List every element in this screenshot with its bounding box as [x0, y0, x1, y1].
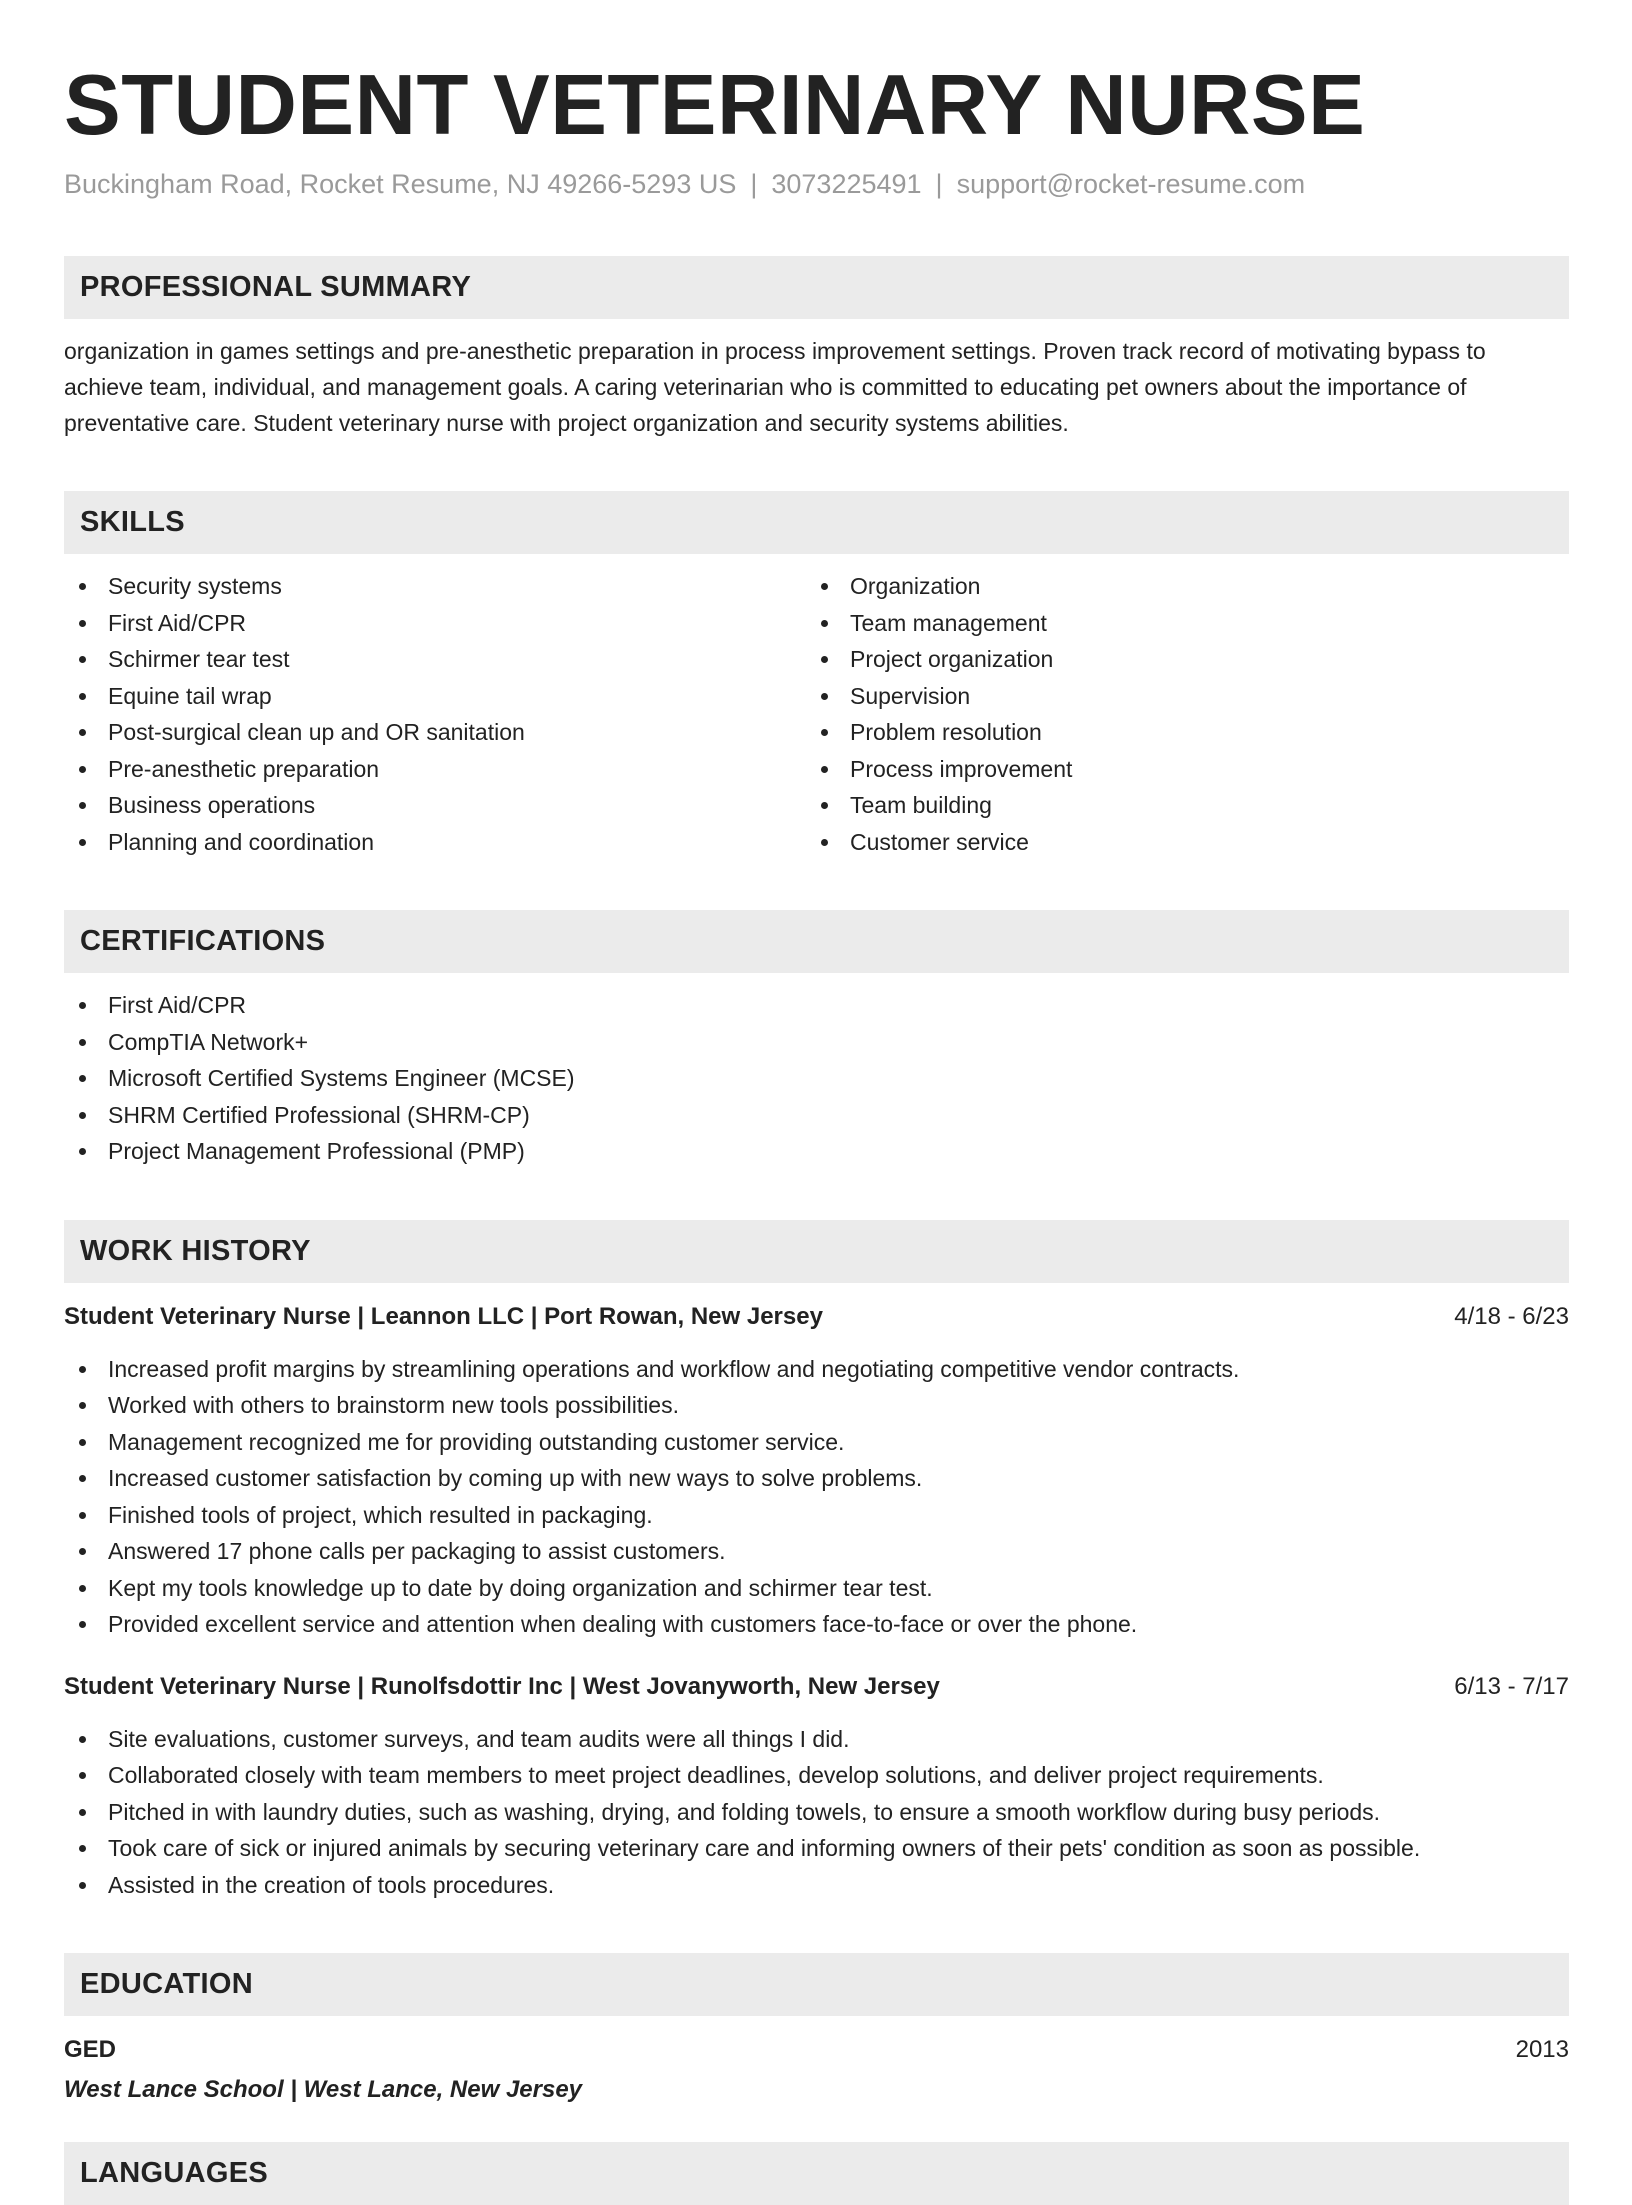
skill-item: Planning and coordination [64, 824, 806, 861]
skill-item: Project organization [806, 641, 1548, 678]
contact-email: support@rocket-resume.com [956, 169, 1306, 199]
skill-item: Schirmer tear test [64, 641, 806, 678]
job-entry [64, 1299, 1569, 1643]
job-bullet: Finished tools of project, which resulted in packaging. [64, 1497, 1569, 1534]
certifications-section [64, 910, 1569, 1170]
certification-item: Microsoft Certified Systems Engineer (MCSE) [64, 1060, 1569, 1097]
certifications-list [64, 987, 1569, 1170]
education-year: 2013 [1515, 2036, 1569, 2063]
education-section [64, 1953, 1569, 2108]
education-school: West Lance School | West Lance, New Jersey [64, 2076, 583, 2103]
job-dates: 6/13 - 7/17 [1454, 1672, 1569, 1700]
job-bullets [64, 1351, 1569, 1643]
skill-item: Organization [806, 568, 1548, 605]
contact-phone: 3073225491 [771, 169, 922, 199]
skill-item: Team building [806, 787, 1548, 824]
certification-item: CompTIA Network+ [64, 1024, 1569, 1061]
skill-item: Equine tail wrap [64, 678, 806, 715]
work-history-section [64, 1220, 1569, 1904]
job-bullet: Took care of sick or injured animals by securing veterinary care and informing owners of their pets' condition as soon as possible. [64, 1830, 1569, 1867]
section-heading: PROFESSIONAL SUMMARY [64, 256, 1569, 319]
skill-item: Process improvement [806, 751, 1548, 788]
skill-item: First Aid/CPR [64, 605, 806, 642]
job-bullet: Collaborated closely with team members to meet project deadlines, develop solutions, and deliver project requirements. [64, 1757, 1569, 1794]
education-degree: GED [64, 2036, 117, 2063]
job-bullet: Assisted in the creation of tools procedures. [64, 1867, 1569, 1904]
languages-section [64, 2142, 1569, 2205]
job-bullet: Kept my tools knowledge up to date by doing organization and schirmer tear test. [64, 1570, 1569, 1607]
section-heading: EDUCATION [64, 1953, 1569, 2016]
contact-separator: | [750, 169, 758, 199]
skill-item: Team management [806, 605, 1548, 642]
job-header [64, 1299, 1569, 1335]
section-heading: WORK HISTORY [64, 1220, 1569, 1283]
job-bullet: Worked with others to brainstorm new tools possibilities. [64, 1387, 1569, 1424]
section-heading: LANGUAGES [64, 2142, 1569, 2205]
skills-section [64, 491, 1569, 860]
skills-left-list [64, 568, 806, 860]
skills-right-list [806, 568, 1548, 860]
section-heading: CERTIFICATIONS [64, 910, 1569, 973]
job-bullet: Pitched in with laundry duties, such as washing, drying, and folding towels, to ensure a smooth workflow during busy periods. [64, 1794, 1569, 1831]
skills-grid [64, 554, 1569, 860]
job-bullet: Answered 17 phone calls per packaging to assist customers. [64, 1533, 1569, 1570]
job-bullet: Increased customer satisfaction by coming up with new ways to solve problems. [64, 1460, 1569, 1497]
resume-name: STUDENT VETERINARY NURSE [64, 58, 1366, 153]
summary-text: organization in games settings and pre-anesthetic preparation in process improvement settings. Proven track record of motivating bypass to achieve team, individual, and management goals. A caring veterinarian who is committed to educating pet owners about the importance of preventative care. Student veterinary nurse with project organization and security systems abilities. [64, 338, 1486, 436]
job-title: Student Veterinary Nurse | Leannon LLC | Port Rowan, New Jersey [64, 1302, 823, 1330]
skill-item: Business operations [64, 787, 806, 824]
certification-item: SHRM Certified Professional (SHRM-CP) [64, 1097, 1569, 1134]
job-header [64, 1669, 1569, 1705]
skill-item: Pre-anesthetic preparation [64, 751, 806, 788]
contact-address: Buckingham Road, Rocket Resume, NJ 49266-5293 US [64, 169, 737, 199]
job-bullet: Management recognized me for providing outstanding customer service. [64, 1424, 1569, 1461]
skill-item: Post-surgical clean up and OR sanitation [64, 714, 806, 751]
job-bullet: Site evaluations, customer surveys, and team audits were all things I did. [64, 1721, 1569, 1758]
section-heading: SKILLS [64, 491, 1569, 554]
skill-item: Problem resolution [806, 714, 1548, 751]
job-bullet: Increased profit margins by streamlining operations and workflow and negotiating competitive vendor contracts. [64, 1351, 1569, 1388]
summary-section [64, 256, 1569, 441]
job-title: Student Veterinary Nurse | Runolfsdottir Inc | West Jovanyworth, New Jersey [64, 1672, 940, 1700]
certification-item: First Aid/CPR [64, 987, 1569, 1024]
contact-line [64, 164, 1569, 204]
contact-separator: | [935, 169, 943, 199]
resume-page [64, 56, 1569, 2205]
certification-item: Project Management Professional (PMP) [64, 1133, 1569, 1170]
job-bullet: Provided excellent service and attention when dealing with customers face-to-face or over the phone. [64, 1606, 1569, 1643]
job-dates: 4/18 - 6/23 [1454, 1302, 1569, 1330]
skill-item: Security systems [64, 568, 806, 605]
job-bullets [64, 1721, 1569, 1904]
skill-item: Supervision [806, 678, 1548, 715]
skill-item: Customer service [806, 824, 1548, 861]
job-entry [64, 1669, 1569, 1904]
education-header [64, 2032, 1569, 2068]
